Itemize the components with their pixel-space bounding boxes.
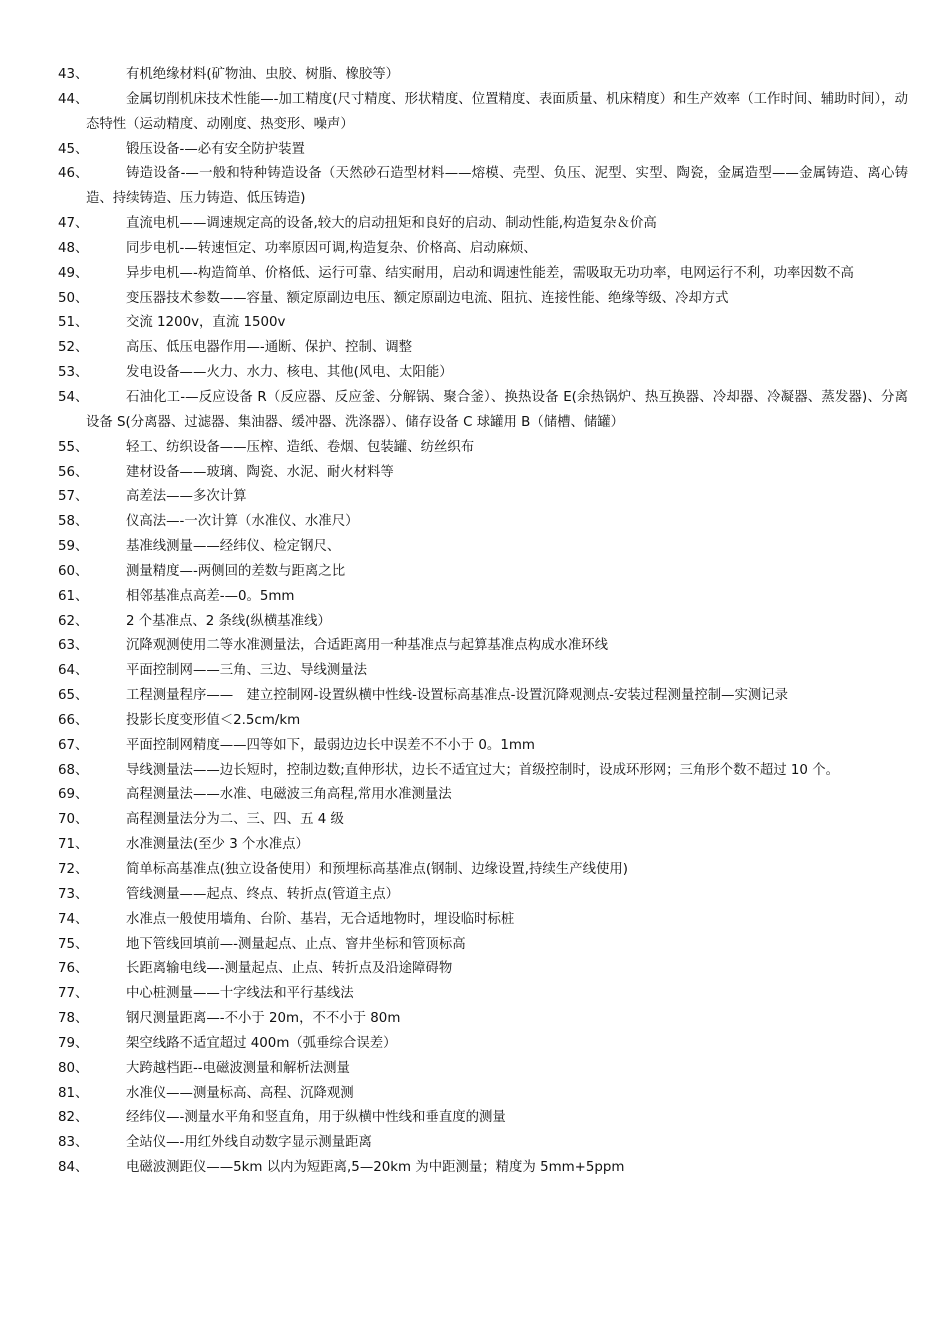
item-number: 58、 [58,514,89,530]
list-item [58,883,908,908]
list-item [58,535,908,560]
item-text: 投影长度变形值＜2.5cm/km [126,712,301,728]
item-text: 导线测量法——边长短时，控制边数;直伸形状，边长不适宜过大；首级控制时，设成环形网；三角形个数不超过 10 个。 [126,762,839,778]
list-item [58,1032,908,1057]
list-item [58,585,908,610]
item-text: 同步电机-—转速恒定、功率原因可调,构造复杂、价格高、启动麻烦、 [126,240,537,256]
item-number: 56、 [58,464,89,480]
item-text: 全站仪—-用红外线自动数字显示测量距离 [126,1135,372,1151]
list-item [58,311,908,336]
list-item [58,461,908,486]
item-text: 工程测量程序—— 建立控制网-设置纵横中性线-设置标高基准点-设置沉降观测点-安装过程测量控制—实测记录 [126,688,789,704]
item-text: 架空线路不适宜超过 400m（弧垂综合误差） [126,1035,397,1051]
item-number: 51、 [58,315,89,331]
list-item [58,933,908,958]
item-text: 平面控制网——三角、三边、导线测量法 [126,663,368,679]
item-text: 直流电机——调速规定高的设备,较大的启动扭矩和良好的启动、制动性能,构造复杂＆价高 [126,216,657,232]
item-number: 50、 [58,290,89,306]
list-item [58,1106,908,1131]
item-text: 简单标高基准点(独立设备使用）和预埋标高基准点(钢制、边缘设置,持续生产线使用) [126,862,628,877]
item-text: 异步电机—-构造简单、价格低、运行可靠、结实耐用，启动和调速性能差，需吸取无功功率，电网运行不利，功率因数不高 [126,265,854,281]
item-number: 80、 [58,1060,89,1076]
item-number: 47、 [58,216,89,232]
list-item [58,808,908,833]
item-number: 83、 [58,1135,89,1151]
list-item [58,386,908,436]
item-number: 70、 [58,812,89,828]
item-text: 长距离输电线—-测量起点、止点、转折点及沿途障碍物 [126,961,453,977]
item-text: 轻工、纺织设备——压榨、造纸、卷烟、包装罐、纺丝织布 [126,439,475,455]
item-number: 57、 [58,489,89,505]
item-text: 大跨越档距--电磁波测量和解析法测量 [126,1060,350,1076]
list-item [58,287,908,312]
item-number: 82、 [58,1110,89,1126]
item-text: 高程测量法分为二、三、四、五 4 级 [126,812,344,828]
list-item [58,162,908,212]
item-number: 43、 [58,67,89,82]
item-number: 54、 [58,389,89,405]
item-number: 48、 [58,240,89,256]
item-number: 65、 [58,688,89,704]
item-text: 相邻基准点高差-—0。5mm [126,588,295,604]
item-number: 77、 [58,986,89,1002]
list-item [58,212,908,237]
list-item [58,485,908,510]
item-number: 81、 [58,1085,89,1101]
item-text: 经纬仪—-测量水平角和竖直角，用于纵横中性线和垂直度的测量 [126,1110,506,1126]
item-number: 76、 [58,961,89,977]
list-item [58,560,908,585]
list-item [58,1082,908,1107]
list-item [58,1156,908,1181]
list-item [58,262,908,287]
item-text: 建材设备——玻璃、陶瓷、水泥、耐火材料等 [126,464,394,480]
item-number: 53、 [58,365,89,381]
item-number: 72、 [58,862,89,877]
list-item [58,1007,908,1032]
list-item [58,436,908,461]
list-item [58,634,908,659]
item-text: 水准仪——测量标高、高程、沉降观测 [126,1085,354,1101]
item-text: 地下管线回填前—-测量起点、止点、窨井坐标和管顶标高 [126,936,466,952]
item-number: 62、 [58,613,89,629]
item-number: 45、 [58,141,89,157]
item-text: 钢尺测量距离—-不小于 20m，不不小于 80m [126,1011,401,1027]
item-number: 64、 [58,663,89,679]
item-text: 高差法——多次计算 [126,489,247,505]
list-item [58,361,908,386]
list-item [58,783,908,808]
list-item [58,908,908,933]
list-item [58,734,908,759]
item-text: 铸造设备-—一般和特种铸造设备（天然砂石造型材料——熔模、壳型、负压、泥型、实型、陶瓷，金属造型——金属铸造、离心铸造、持续铸造、压力铸造、低压铸造) [86,166,908,207]
item-number: 59、 [58,539,89,555]
item-number: 61、 [58,588,89,604]
item-number: 79、 [58,1035,89,1051]
item-number: 67、 [58,737,89,753]
list-item [58,138,908,163]
item-text: 变压器技术参数——容量、额定原副边电压、额定原副边电流、阻抗、连接性能、绝缘等级、冷却方式 [126,290,729,306]
item-text: 中心桩测量——十字线法和平行基线法 [126,986,354,1002]
item-text: 高压、低压电器作用—-通断、保护、控制、调整 [126,340,413,356]
item-text: 2 个基准点、2 条线(纵横基准线） [126,613,331,629]
item-number: 63、 [58,638,89,654]
item-text: 测量精度—-两侧回的差数与距离之比 [126,563,346,579]
list-item [58,858,908,883]
list-item [58,982,908,1007]
item-number: 52、 [58,340,89,356]
item-text: 水准测量法(至少 3 个水准点） [126,837,309,853]
item-text: 水准点一般使用墙角、台阶、基岩，无合适地物时，埋设临时标桩 [126,911,515,927]
list-item [58,659,908,684]
item-text: 仪高法—-一次计算（水准仪、水准尺） [126,514,359,530]
list-item [58,336,908,361]
item-text: 平面控制网精度——四等如下，最弱边边长中误差不不小于 0。1mm [126,737,535,753]
item-number: 44、 [58,91,89,107]
item-text: 发电设备——火力、水力、核电、其他(风电、太阳能） [126,365,453,381]
item-text: 管线测量——起点、终点、转折点(管道主点） [126,886,400,902]
list-item [58,510,908,535]
item-text: 锻压设备-—必有安全防护装置 [126,141,305,157]
item-number: 66、 [58,712,89,728]
list-item [58,63,908,88]
item-text: 电磁波测距仪——5km 以内为短距离,5—20km 为中距测量；精度为 5mm+5ppm [126,1160,625,1176]
list-item [58,759,908,784]
item-number: 74、 [58,911,89,927]
item-number: 75、 [58,936,89,952]
item-number: 69、 [58,787,89,803]
item-text: 高程测量法——水准、电磁波三角高程,常用水准测量法 [126,787,452,803]
item-number: 60、 [58,563,89,579]
list-item [58,1057,908,1082]
list-item [58,709,908,734]
item-number: 73、 [58,886,89,902]
item-text: 基准线测量——经纬仪、检定钢尺、 [126,539,341,555]
list-item [58,237,908,262]
list-item [58,833,908,858]
item-number: 68、 [58,762,89,778]
item-number: 84、 [58,1160,89,1176]
list-item [58,684,908,709]
list-item [58,1131,908,1156]
item-number: 78、 [58,1011,89,1027]
list-item [58,610,908,635]
item-text: 沉降观测使用二等水准测量法，合适距离用一种基准点与起算基准点构成水准环线 [126,638,609,654]
item-text: 交流 1200v，直流 1500v [126,315,286,331]
item-number: 71、 [58,837,89,853]
item-text: 石油化工-—反应设备 R（反应器、反应釜、分解锅、聚合釜）、换热设备 E(余热锅炉、热互换器、冷却器、冷凝器、蒸发器)、分离设备 S(分离器、过滤器、集油器、缓冲器、洗涤器）、储存设备 C 球罐用 B（储槽、储罐） [86,389,908,430]
item-number: 46、 [58,166,89,182]
item-text: 有机绝缘材料(矿物油、虫胶、树脂、橡胶等） [126,67,400,82]
item-number: 55、 [58,439,89,455]
numbered-list [58,63,908,1181]
item-number: 49、 [58,265,89,281]
list-item [58,88,908,138]
list-item [58,957,908,982]
item-text: 金属切削机床技术性能—-加工精度(尺寸精度、形状精度、位置精度、表面质量、机床精度）和生产效率（工作时间、辅助时间），动态特性（运动精度、动刚度、热变形、噪声） [86,91,908,132]
